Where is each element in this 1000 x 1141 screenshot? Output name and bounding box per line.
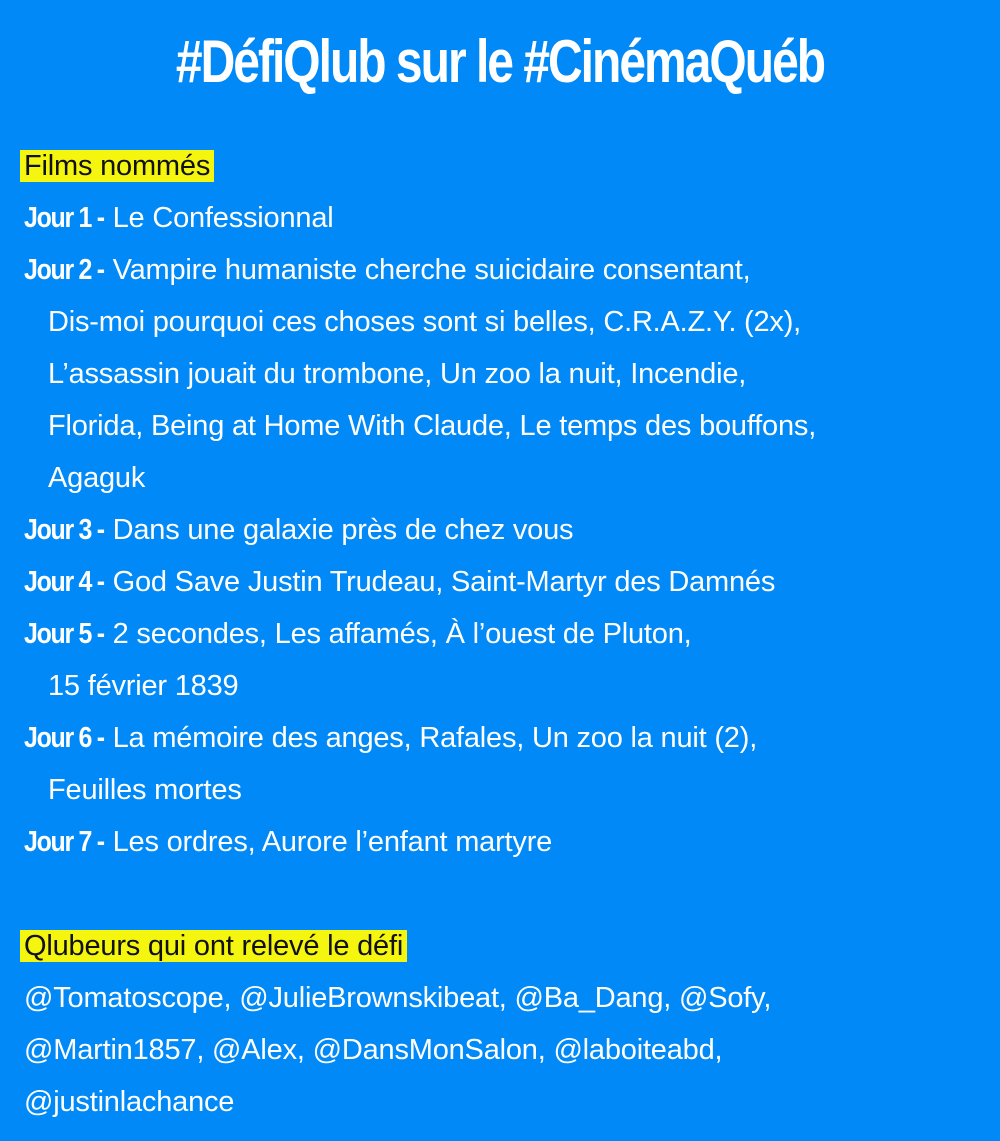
films-section-heading: Films nommés — [20, 150, 214, 182]
qlubeurs-heading-line — [24, 920, 984, 972]
day-entry-line — [24, 608, 984, 660]
day-label: Jour 2 - — [24, 254, 104, 286]
day-label: Jour 4 - — [24, 566, 104, 598]
day-entry-line — [24, 348, 984, 400]
film-titles: Les ordres, Aurore l’enfant martyre — [112, 826, 553, 858]
qlubeurs-line: @Tomatoscope, @JulieBrownskibeat, @Ba_Dang, @Sofy, — [24, 982, 772, 1014]
film-titles: Dans une galaxie près de chez vous — [112, 514, 574, 546]
day-entry-line — [24, 452, 984, 504]
day-entry-line — [24, 712, 984, 764]
day-label: Jour 6 - — [24, 722, 104, 754]
day-label: Jour 3 - — [24, 514, 104, 546]
day-entry-line — [24, 764, 984, 816]
day-entry-line — [24, 296, 984, 348]
films-heading-line — [24, 140, 984, 192]
day-entry-line — [24, 556, 984, 608]
day-label: Jour 5 - — [24, 618, 104, 650]
film-titles: 15 février 1839 — [48, 670, 239, 702]
film-titles: L’assassin jouait du trombone, Un zoo la nuit, Incendie, — [48, 358, 747, 390]
film-titles: La mémoire des anges, Rafales, Un zoo la nuit (2), — [112, 722, 758, 754]
day-entry-line — [24, 192, 984, 244]
days-list — [24, 192, 984, 868]
day-entry-line — [24, 244, 984, 296]
day-entry-line — [24, 400, 984, 452]
film-titles: Feuilles mortes — [48, 774, 242, 806]
film-titles: God Save Justin Trudeau, Saint-Martyr des Damnés — [112, 566, 776, 598]
film-titles: Vampire humaniste cherche suicidaire consentant, — [112, 254, 751, 286]
film-titles: Le Confessionnal — [112, 202, 334, 234]
day-label: Jour 1 - — [24, 202, 104, 234]
day-label: Jour 7 - — [24, 826, 104, 858]
content-body — [24, 140, 984, 1128]
qlubeurs-line: @justinlachance — [24, 1086, 235, 1118]
day-entry-line — [24, 816, 984, 868]
qlubeurs-line: @Martin1857, @Alex, @DansMonSalon, @laboiteabd, — [24, 1034, 723, 1066]
film-titles: 2 secondes, Les affamés, À l’ouest de Pluton, — [112, 618, 692, 650]
day-entry-line — [24, 660, 984, 712]
film-titles: Agaguk — [48, 462, 146, 494]
section-spacer — [24, 868, 984, 920]
film-titles: Florida, Being at Home With Claude, Le temps des bouffons, — [48, 410, 817, 442]
page-title: #DéfiQlub sur le #CinémaQuéb — [175, 28, 825, 95]
qlubeurs-section-heading: Qlubeurs qui ont relevé le défi — [20, 930, 407, 962]
film-titles: Dis-moi pourquoi ces choses sont si belles, C.R.A.Z.Y. (2x), — [48, 306, 802, 338]
day-entry-line — [24, 504, 984, 556]
